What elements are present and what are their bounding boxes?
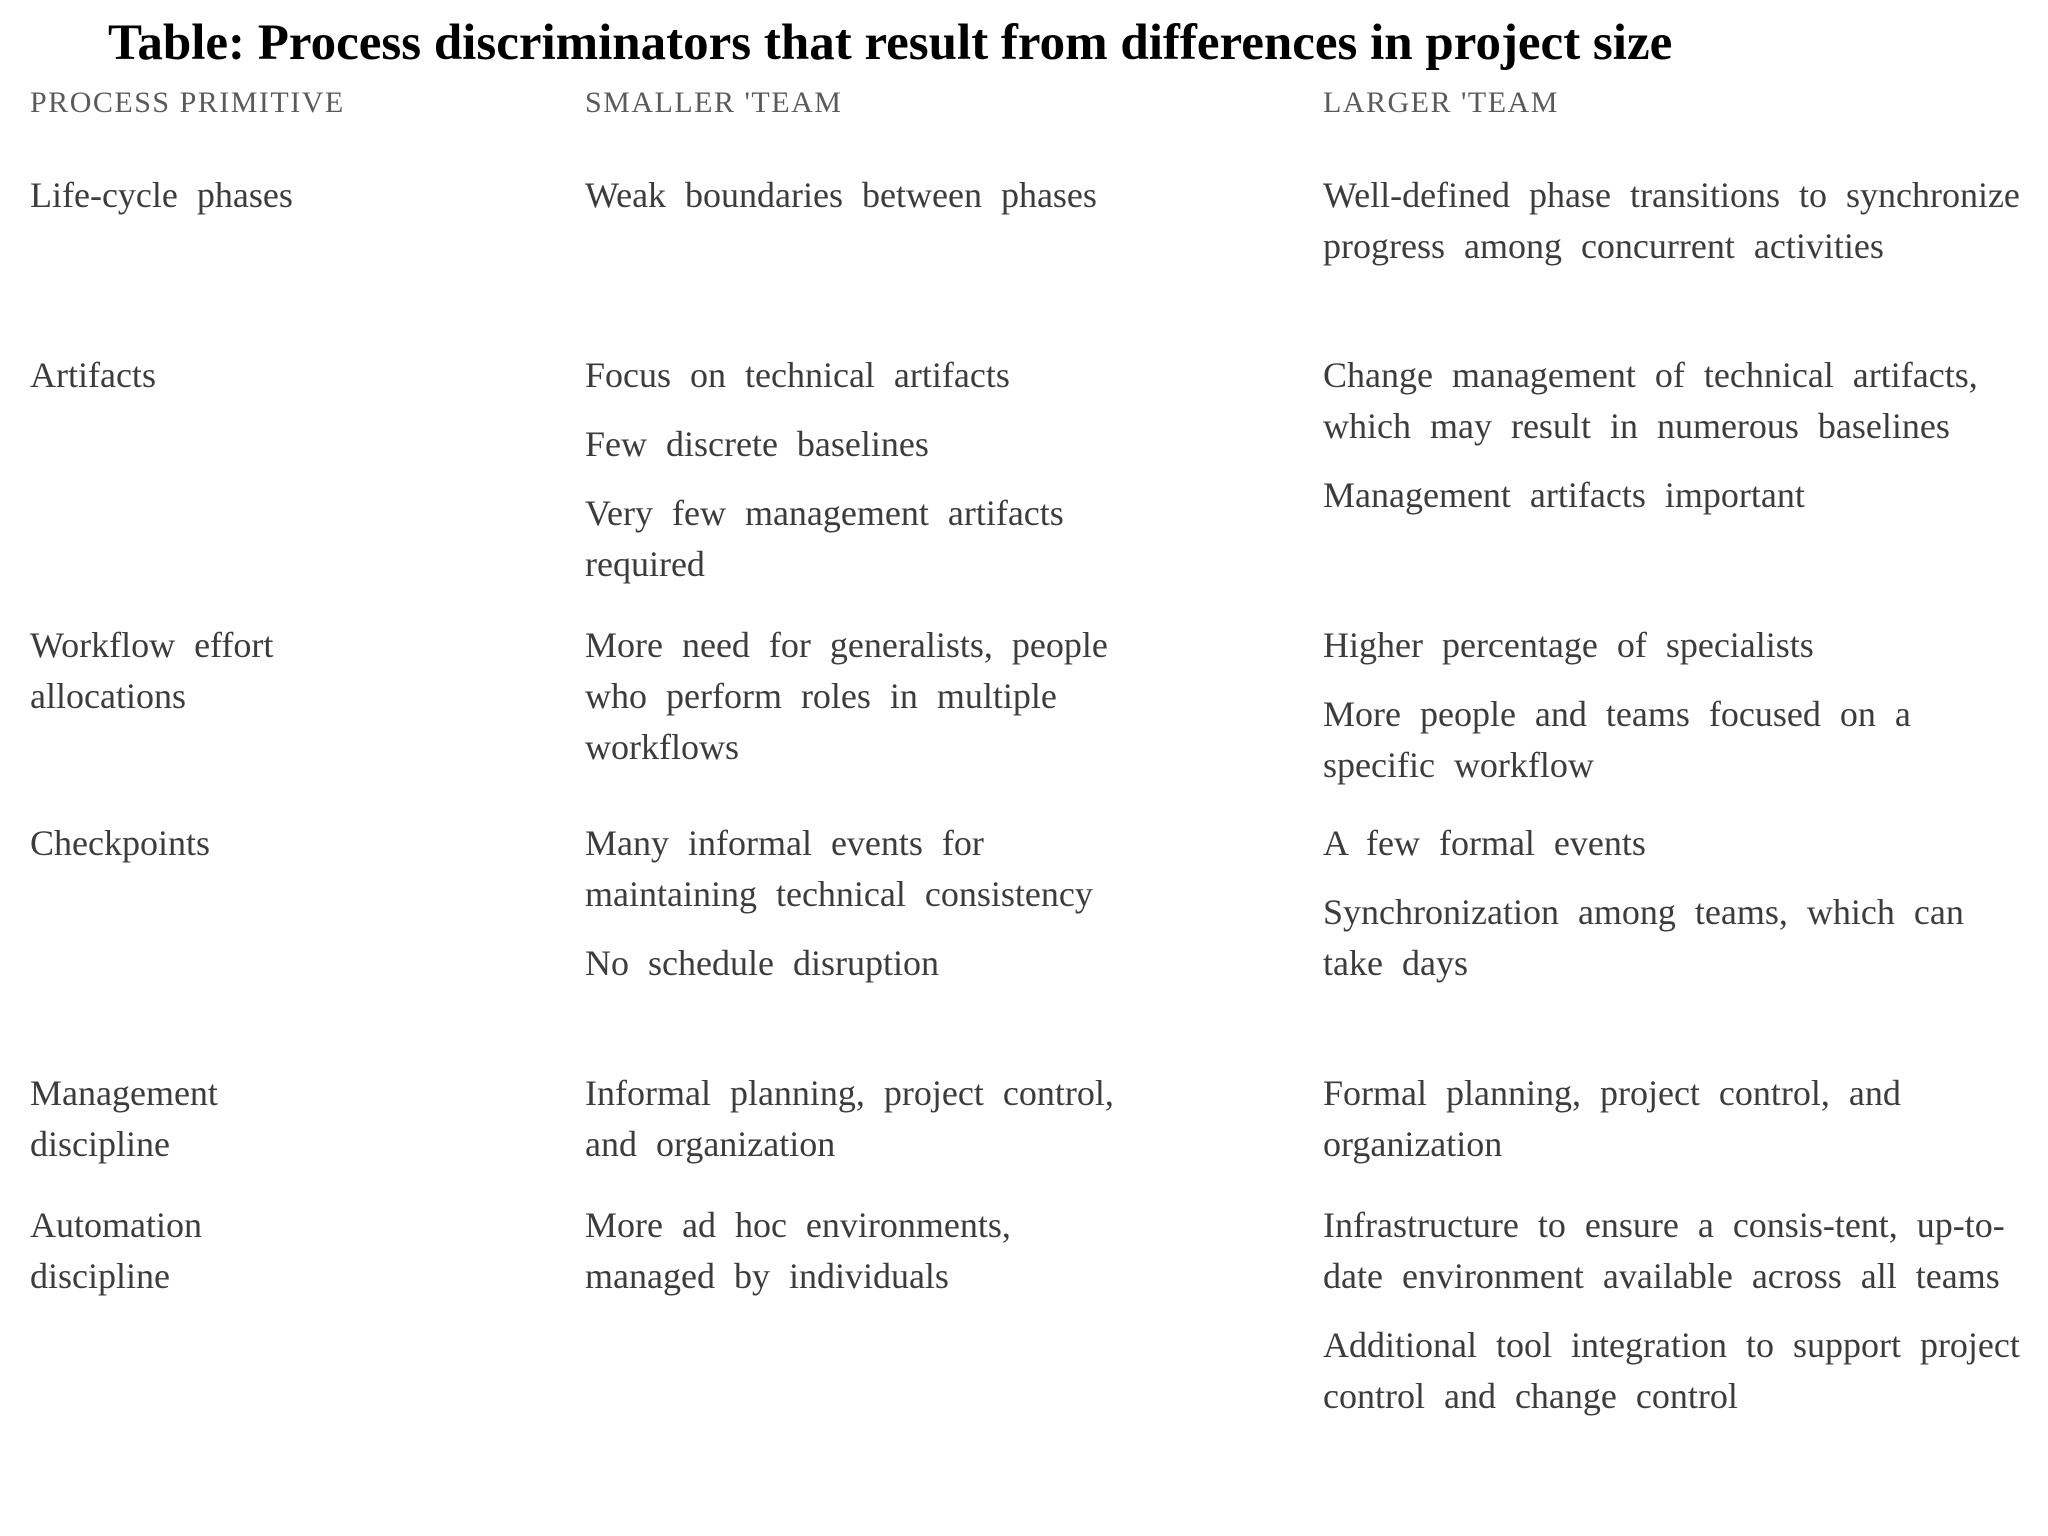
row-smaller-automation [585,1200,1145,1302]
cell-text: Many informal events for maintaining technical consistency [585,823,1093,914]
cell-text: Very few management artifacts required [585,493,1064,584]
cell-text: Management artifacts important [1323,475,1805,515]
cell-text: Focus on technical artifacts [585,355,1010,395]
cell-text: A few formal events [1323,823,1646,863]
row-smaller-management [585,1068,1125,1170]
row-primitive-management: Management discipline [30,1073,218,1164]
column-header-larger-team: LARGER 'TEAM [1323,86,1559,119]
row-primitive-automation: Automation discipline [30,1205,202,1296]
cell-text: Formal planning, project control, and organization [1323,1073,1901,1164]
row-primitive-workflow: Workflow effort allocations [30,625,274,716]
column-header-process-primitive: PROCESS PRIMITIVE [30,86,345,119]
row-larger-checkpoints [1323,818,1973,989]
cell-text: More need for generalists, people who perform roles in multiple workflows [585,625,1108,767]
row-larger-management [1323,1068,2013,1170]
cell-text: Informal planning, project control, and organization [585,1073,1114,1164]
row-smaller-checkpoints [585,818,1125,989]
row-larger-automation [1323,1200,2023,1422]
cell-text: Synchronization among teams, which can take days [1323,892,1964,983]
cell-text: Well-defined phase transitions to synchronize progress among concurrent activities [1323,175,2020,266]
row-smaller-life-cycle [585,170,1125,221]
table-title: Table: Process discriminators that result from differences in project size [108,15,1673,71]
cell-text: More ad hoc environments, managed by individuals [585,1205,1011,1296]
row-smaller-workflow [585,620,1175,773]
cell-text: Few discrete baselines [585,424,929,464]
row-larger-artifacts [1323,350,2003,521]
cell-text: Higher percentage of specialists [1323,625,1814,665]
cell-text: Weak boundaries between phases [585,175,1097,215]
column-header-smaller-team: SMALLER 'TEAM [585,86,843,119]
cell-text: Infrastructure to ensure a consis-tent, up-to-date environment available across all teams [1323,1205,2005,1296]
cell-text: No schedule disruption [585,943,939,983]
cell-text: Additional tool integration to support project control and change control [1323,1325,2020,1416]
row-larger-workflow [1323,620,2033,791]
cell-text: Change management of technical artifacts, which may result in numerous baselines [1323,355,1978,446]
row-primitive-life-cycle: Life-cycle phases [30,175,293,215]
row-smaller-artifacts [585,350,1125,590]
row-primitive-artifacts: Artifacts [30,355,156,395]
row-primitive-checkpoints: Checkpoints [30,823,210,863]
row-larger-life-cycle [1323,170,2023,272]
cell-text: More people and teams focused on a specific workflow [1323,694,1911,785]
